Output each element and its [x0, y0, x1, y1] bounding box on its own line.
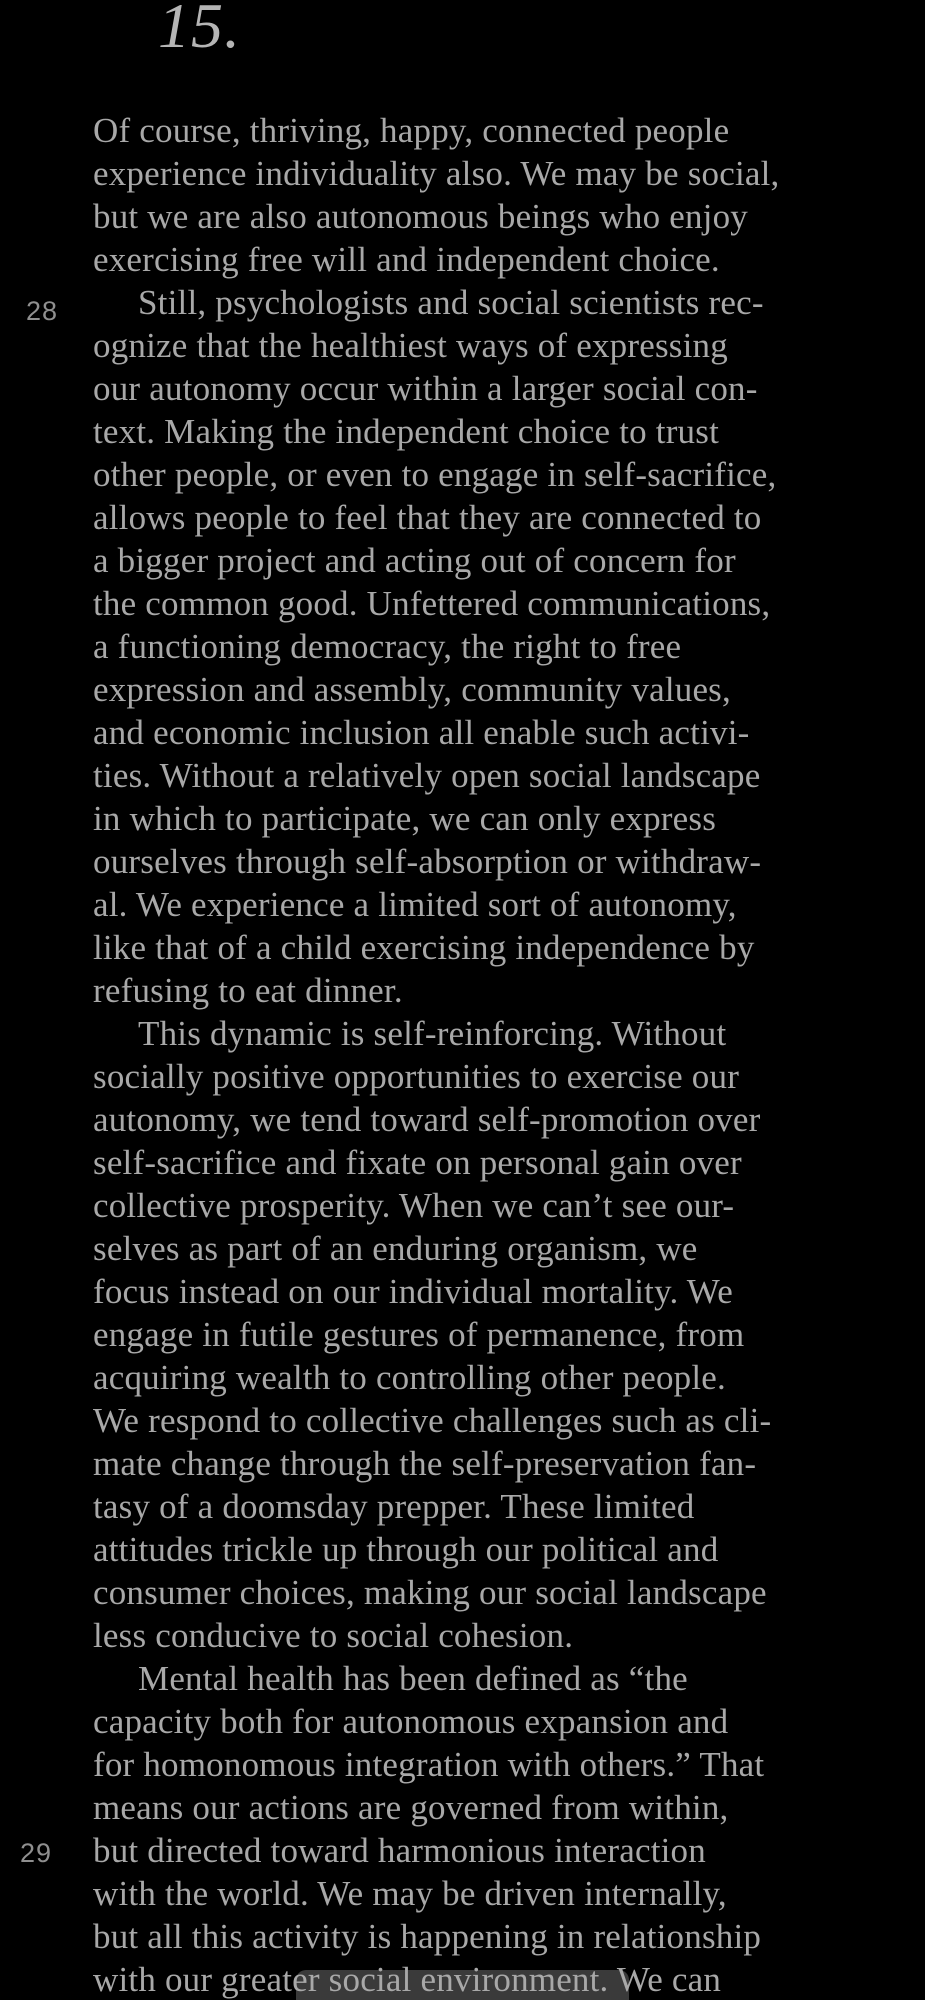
paragraph	[93, 109, 863, 281]
margin-page-number-29: 29	[20, 1838, 53, 1868]
text-line: our autonomy occur within a larger social con-	[93, 369, 758, 408]
text-line: and economic inclusion all enable such activi-	[93, 713, 750, 752]
text-line: expression and assembly, community values,	[93, 670, 731, 709]
text-line: but we are also autonomous beings who enjoy	[93, 197, 749, 236]
text-line: This dynamic is self-reinforcing. Without	[138, 1014, 727, 1053]
text-line: acquiring wealth to controlling other people.	[93, 1358, 726, 1397]
text-line: less conducive to social cohesion.	[93, 1616, 574, 1655]
text-line: experience individuality also. We may be social,	[93, 154, 780, 193]
text-line: Still, psychologists and social scientists rec-	[138, 283, 764, 322]
text-line: We respond to collective challenges such as cli-	[93, 1401, 772, 1440]
text-line: ourselves through self-absorption or withdraw-	[93, 842, 762, 881]
paragraph	[93, 1012, 863, 1657]
text-line: ognize that the healthiest ways of expressing	[93, 326, 728, 365]
text-line: collective prosperity. When we can’t see our-	[93, 1186, 735, 1225]
text-line: exercising free will and independent choice.	[93, 240, 720, 279]
text-line: with the world. We may be driven internally,	[93, 1874, 727, 1913]
text-line: for homonomous integration with others.” That	[93, 1745, 765, 1784]
text-line: self-sacrifice and fixate on personal gain over	[93, 1143, 742, 1182]
text-line: a bigger project and acting out of concern for	[93, 541, 736, 580]
text-line: engage in futile gestures of permanence, from	[93, 1315, 745, 1354]
text-line: but directed toward harmonious interaction	[93, 1831, 706, 1870]
text-line: ties. Without a relatively open social landscape	[93, 756, 761, 795]
text-line: attitudes trickle up through our political and	[93, 1530, 719, 1569]
chapter-number: 15.	[158, 0, 241, 61]
text-line: allows people to feel that they are connected to	[93, 498, 762, 537]
text-line: the common good. Unfettered communications,	[93, 584, 771, 623]
paragraph	[93, 281, 863, 1012]
text-line: al. We experience a limited sort of autonomy,	[93, 885, 737, 924]
text-line: focus instead on our individual mortality. We	[93, 1272, 733, 1311]
text-line: other people, or even to engage in self-sacrifice,	[93, 455, 777, 494]
text-line: autonomy, we tend toward self-promotion over	[93, 1100, 761, 1139]
margin-page-number-28: 28	[26, 296, 59, 326]
text-line: text. Making the independent choice to trust	[93, 412, 719, 451]
text-line: selves as part of an enduring organism, we	[93, 1229, 698, 1268]
text-line: in which to participate, we can only express	[93, 799, 717, 838]
text-line: consumer choices, making our social landscape	[93, 1573, 767, 1612]
text-line: with our greater social environment. We can	[93, 1960, 722, 1999]
text-line: socially positive opportunities to exercise our	[93, 1057, 740, 1096]
text-line: but all this activity is happening in relationship	[93, 1917, 762, 1956]
book-text	[93, 109, 863, 2000]
text-line: capacity both for autonomous expansion and	[93, 1702, 729, 1741]
text-line: tasy of a doomsday prepper. These limited	[93, 1487, 695, 1526]
text-line: means our actions are governed from within,	[93, 1788, 729, 1827]
text-line: like that of a child exercising independence by	[93, 928, 755, 967]
text-line: Mental health has been defined as “the	[138, 1659, 688, 1698]
text-line: refusing to eat dinner.	[93, 971, 403, 1010]
paragraph	[93, 1657, 863, 2000]
text-line: mate change through the self-preservation fan-	[93, 1444, 757, 1483]
text-line: a functioning democracy, the right to free	[93, 627, 682, 666]
text-line: Of course, thriving, happy, connected people	[93, 111, 730, 150]
